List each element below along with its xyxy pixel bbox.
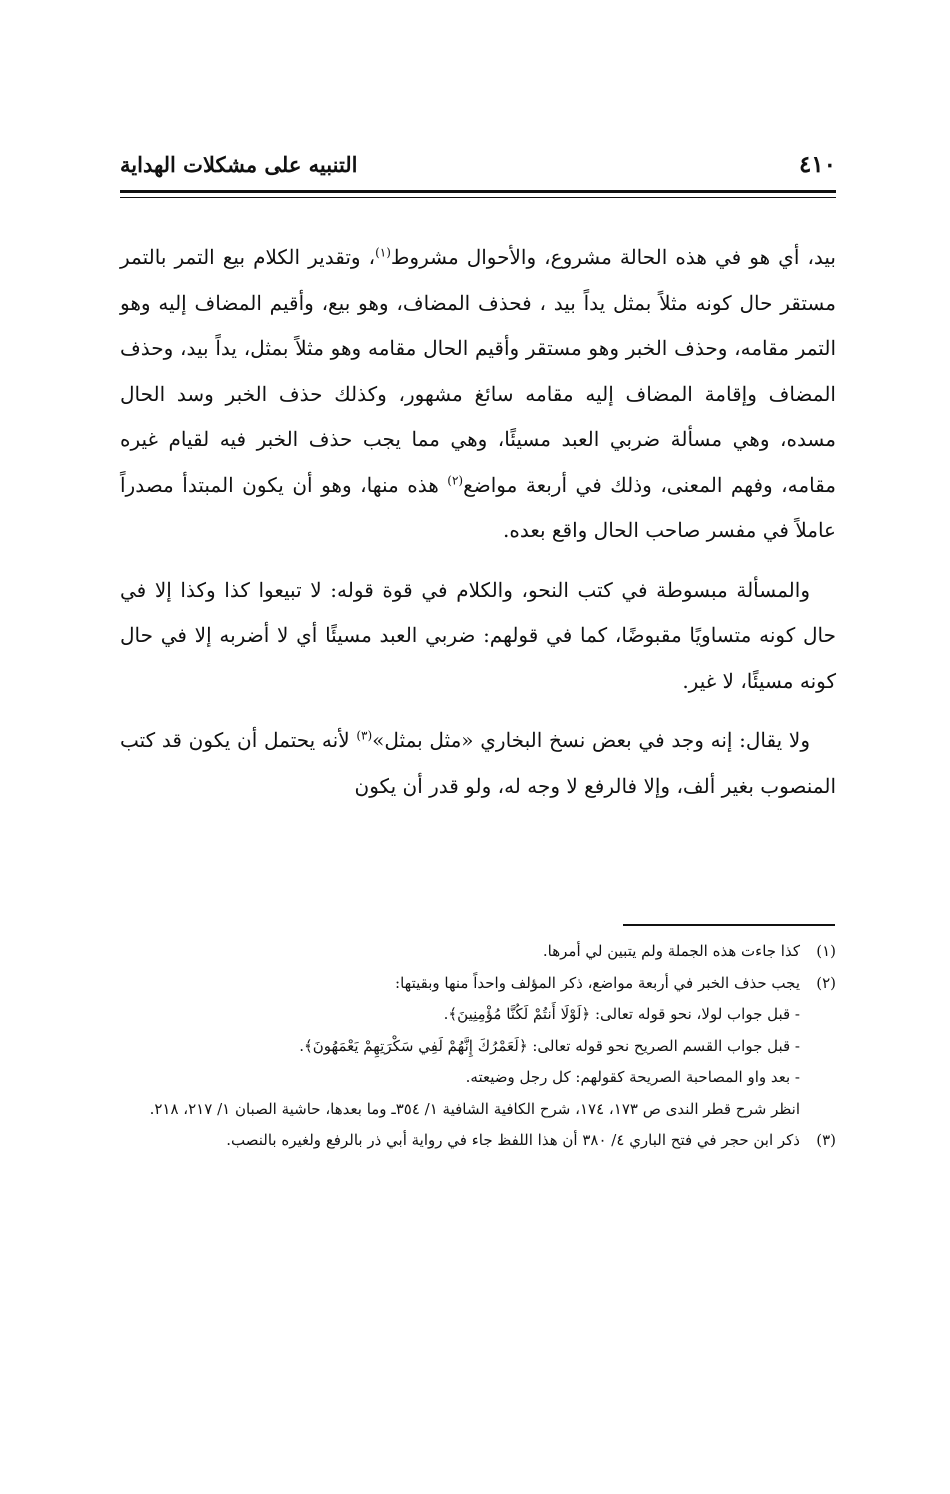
footnote-ref-3: (٣) (356, 728, 373, 743)
footnote-line: انظر شرح قطر الندى ص ١٧٣، ١٧٤، شرح الكافية الشافية ١/ ٣٥٤ـ وما بعدها، حاشية الصبان ١/ ٢١٧، ٢١٨. (149, 1099, 800, 1118)
footnotes (120, 936, 836, 1157)
footnote-number: (١) (816, 942, 836, 960)
footnote-line: يجب حذف الخبر في أربعة مواضع، ذكر المؤلف واحداً منها وبقيتها: (395, 973, 800, 992)
footnote-line: كذا جاءت هذه الجملة ولم يتبين لي أمرها. (542, 942, 800, 960)
header-rule-thin (120, 197, 836, 198)
page-number: ٤١٠ (798, 151, 836, 178)
footnote-number: (٣) (816, 1131, 836, 1149)
footnote-ref-1: (١) (375, 245, 391, 260)
footnote-3 (120, 1125, 836, 1157)
footnote-number: (٢) (816, 973, 836, 992)
footnote-2 (120, 968, 836, 1126)
footnote-ref-2: (٢) (447, 472, 464, 487)
footnote-line: - بعد واو المصاحبة الصريحة كقولهم: كل رجل وضيعته. (465, 1068, 800, 1086)
running-title: التنبيه على مشكلات الهداية (120, 152, 358, 177)
header-rule-thick (120, 190, 836, 193)
footnote-line: - قبل جواب القسم الصريح نحو قوله تعالى: ﴿لَعَمْرُكَ إِنَّهُمْ لَفِي سَكْرَتِهِمْ يَعْمَهُونَ﴾. (299, 1036, 800, 1055)
running-header (120, 150, 836, 190)
paragraph-1: بيد، أي هو في هذه الحالة مشروع، والأحوال مشروط$^{(١)}$، وتقدير الكلام بيع التمر بالتمر مستقر حال كونه مثلاً بمثل يداً بيد ، فحذف المضاف، وهو بيع، وأقيم المضاف إليه وهو التمر مقامه، وحذف الخبر وهو مستقر وأقيم الحال مقامه وهو مثلاً بمثل، يداً بيد، وحذف المضاف وإقامة المضاف إليه مقامه سائغ مشهور، وكذلك حذف الخبر وسد الحال مسده، وهي مسألة ضربي العبد مسيئًا، وهي مما يجب حذف الخبر فيه لقيام غيره مقامه، وفهم المعنى، وذلك في أربعة مواضع$^{(٢)}$ هذه منها، وهو أن يكون المبتدأ مصدراً عاملاً في مفسر صاحب الحال واقع بعده. (120, 245, 837, 542)
footnote-line: - قبل جواب لولا، نحو قوله تعالى: ﴿لَوْلَا أَنتُمْ لَكُنَّا مُؤْمِنِينَ﴾. (443, 1005, 800, 1023)
footnote-1 (120, 936, 836, 968)
footnote-separator (623, 924, 835, 926)
paragraph-2: والمسألة مبسوطة في كتب النحو، والكلام في قوة قوله: لا تبيعوا كذا وكذا إلا في حال كونه متساويًا مقبوضًا، كما في قولهم: ضربي العبد مسيئًا أي لا أضربه إلا في حال كونه مسيئًا، لا غير. (120, 577, 836, 693)
main-text (120, 235, 836, 823)
footnote-line: ذكر ابن حجر في فتح الباري ٤/ ٣٨٠ أن هذا اللفظ جاء في رواية أبي ذر بالرفع ولغيره بالنصب. (226, 1131, 800, 1149)
paragraph-3: ولا يقال: إنه وجد في بعض نسخ البخاري «مثل بمثل»$^{(٣)}$ لأنه يحتمل أن يكون قد كتب المنصوب بغير ألف، وإلا فالرفع لا وجه له، ولو قدر أن يكون (120, 728, 836, 798)
